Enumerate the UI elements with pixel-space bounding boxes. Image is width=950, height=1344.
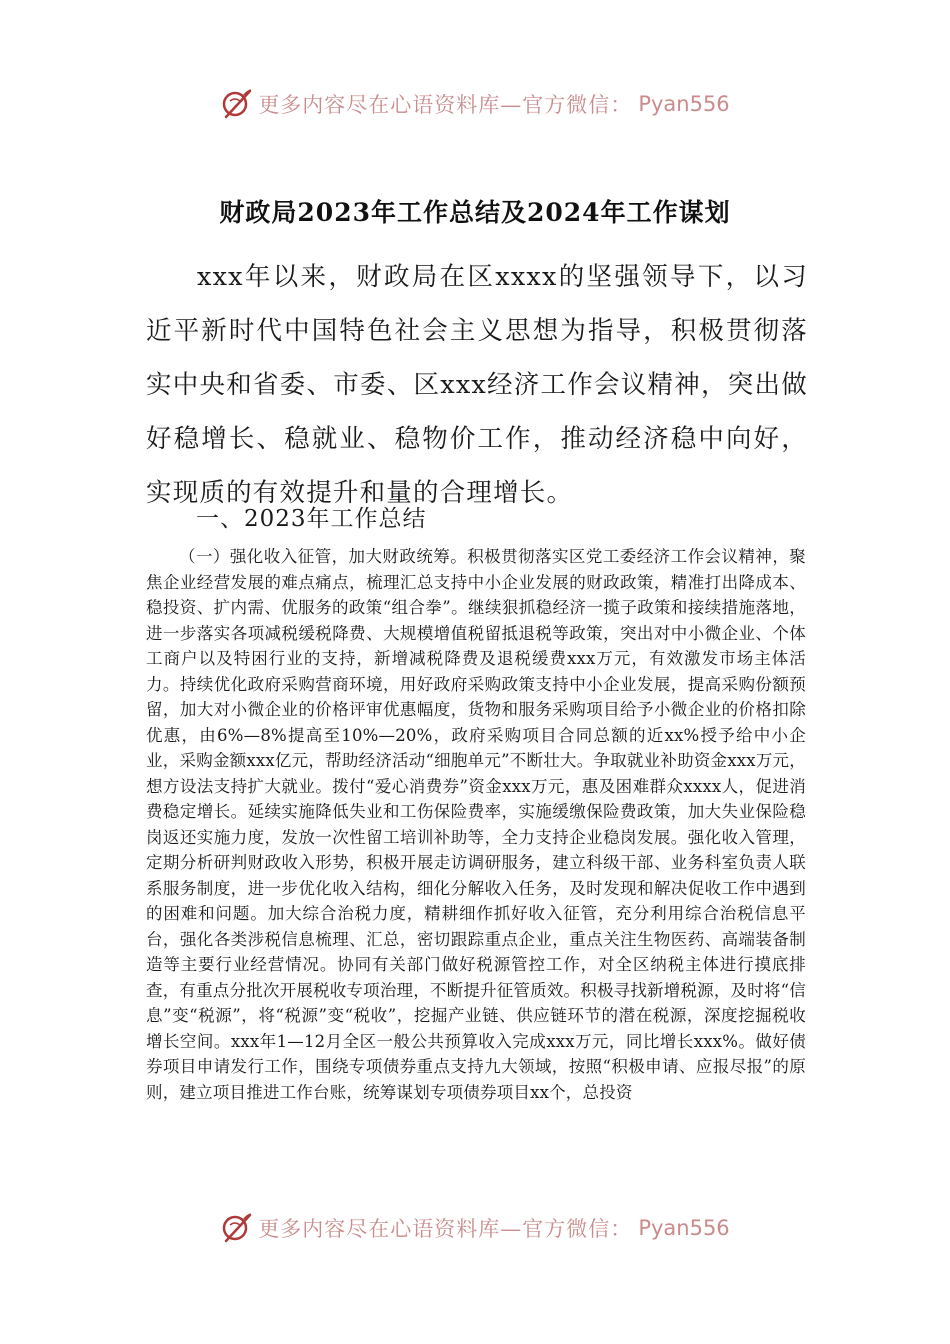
watermark-footer [0,1208,950,1248]
watermark-wechat-id: Pyan556 [638,1216,730,1240]
quill-pen-logo-icon [220,87,254,121]
intro-paragraph: xxx年以来，财政局在区xxxx的坚强领导下，以习近平新时代中国特色社会主义思想为指导，积极贯彻落实中央和省委、市委、区xxx经济工作会议精神，突出做好稳增长、稳就业、稳物价工作，推动经济稳中向好，实现质的有效提升和量的合理增长。 [146,262,808,508]
watermark-text: 更多内容尽在心语资料库—官方微信： [258,93,633,117]
section-heading: 一、2023年工作总结 [196,506,427,532]
body-paragraph: （一）强化收入征管，加大财政统筹。积极贯彻落实区党工委经济工作会议精神，聚焦企业经营发展的难点痛点，梳理汇总支持中小企业发展的财政政策，精准打出降成本、稳投资、扩内需、优服务的政策“组合拳”。继续狠抓稳经济一揽子政策和接续措施落地，进一步落实各项减税缓税降费、大规模增值税留抵退税等政策，突出对中小微企业、个体工商户以及特困行业的支持，新增减税降费及退税缓费xxx万元，有效激发市场主体活力。持续优化政府采购营商环境，用好政府采购政策支持中小企业发展，提高采购份额预留，加大对小微企业的价格评审优惠幅度，货物和服务采购项目给予小微企业的价格扣除优惠，由6%—8%提高至10%—20%，政府采购项目合同总额的近xx%授予给中小企业，采购金额xxx亿元，帮助经济活动“细胞单元”不断壮大。争取就业补助资金xxx万元，想方设法支持扩大就业。拨付“爱心消费券”资金xxx万元，惠及困难群众xxxx人，促进消费稳定增长。延续实施降低失业和工伤保险费率，实施缓缴保险费政策，加大失业保险稳岗返还实施力度，发放一次性留工培训补助等，全力支持企业稳岗发展。强化收入管理，定期分析研判财政收入形势，积极开展走访调研服务，建立科级干部、业务科室负责人联系服务制度，进一步优化收入结构，细化分解收入任务，及时发现和解决促收工作中遇到的困难和问题。加大综合治税力度，精耕细作抓好收入征管，充分利用综合治税信息平台，强化各类涉税信息梳理、汇总，密切跟踪重点企业，重点关注生物医药、高端装备制造等主要行业经营情况。协同有关部门做好税源管控工作，对全区纳税主体进行摸底排查，有重点分批次开展税收专项治理，不断提升征管质效。积极寻找新增税源，及时将“信息”变“税源”，将“税源”变“税收”，挖掘产业链、供应链环节的潜在税源，深度挖掘税收增长空间。xxx年1—12月全区一般公共预算收入完成xxx万元，同比增长xxx%。做好债券项目申请发行工作，围绕专项债券重点支持九大领域，按照“积极申请、应报尽报”的原则，建立项目推进工作台账，统筹谋划专项债券项目xx个，总投资 [146,547,806,1102]
watermark-header [0,84,950,124]
document-title: 财政局2023年工作总结及2024年工作谋划 [219,197,731,227]
watermark-text: 更多内容尽在心语资料库—官方微信： [258,1217,633,1241]
quill-pen-logo-icon [220,1211,254,1245]
watermark-wechat-id: Pyan556 [638,92,730,116]
